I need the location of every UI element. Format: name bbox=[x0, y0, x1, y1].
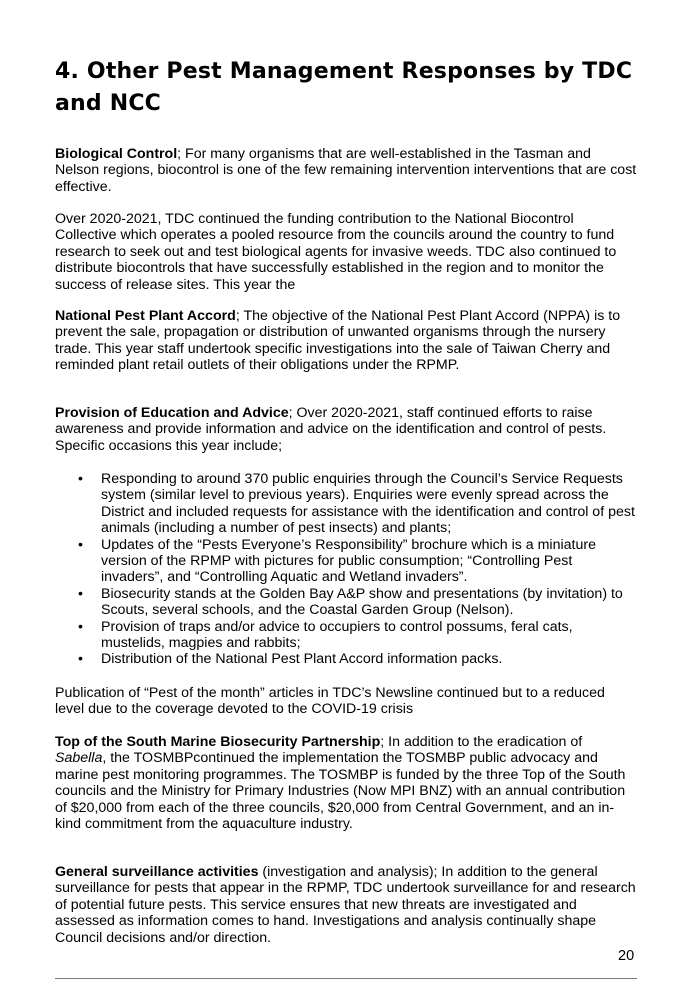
publication-paragraph: Publication of “Pest of the month” articles in TDC’s Newsline continued but to a reduced level due to the coverage devoted to the COVID-19 crisis bbox=[55, 685, 605, 718]
list-item bbox=[55, 471, 637, 537]
bullet-glyph: • bbox=[78, 651, 83, 668]
list-item bbox=[55, 537, 637, 586]
education-lead: Provision of Education and Advice bbox=[55, 405, 289, 421]
nppa-text: ; The objective of the National Pest Plant Accord (NPPA) is to prevent the sale, propagation or distribution of unwanted organisms through the nursery trade. This year staff undertook specific investigations into the sale of Taiwan Cherry and reminded plant retail outlets of their obligations under the RPMP. bbox=[55, 308, 621, 374]
surveillance-text: (investigation and analysis); In addition to the general surveillance for pests that appear in the RPMP, TDC undertook surveillance for and research of potential future pests. This service ensures that new threats are investigated and assessed as information comes to hand. Investigations and analysis continually shape Council decisions and/or direction. bbox=[55, 864, 636, 946]
bullet-glyph: • bbox=[78, 536, 83, 553]
list-item-text: Provision of traps and/or advice to occupiers to control possums, feral cats, mustelids, magpies and rabbits; bbox=[101, 618, 573, 652]
list-item bbox=[55, 651, 637, 667]
surveillance-paragraph bbox=[55, 864, 637, 946]
education-text: ; Over 2020-2021, staff continued efforts to raise awareness and provide information and advice on the identification and control of pests. Specific occasions this year include; bbox=[55, 405, 607, 454]
biocontrol-paragraph bbox=[55, 146, 637, 195]
marine-italic-species: Sabella bbox=[55, 750, 103, 767]
footer-rule bbox=[55, 978, 637, 979]
marine-lead: Top of the South Marine Biosecurity Partnership bbox=[55, 734, 381, 750]
marine-text-b: , the TOSMBPcontinued the implementation the TOSMBP public advocacy and marine pest monitoring programmes. The TOSMBP is funded by the three Top of the South councils and the Ministry for Primary Industries (Now MPI BNZ) with an annual contribution of $20,000 from each of the three councils, $20,000 from Central Government, and an in-kind commitment from the aquaculture industry. bbox=[55, 750, 626, 833]
list-item-text: Responding to around 370 public enquiries through the Council’s Service Requests system (similar level to previous years). Enquiries were evenly spread across the District and included requests for assistance with the identification and control of pest animals (including a number of pest insects) and plants; bbox=[101, 471, 635, 537]
page-number: 20 bbox=[618, 948, 635, 964]
list-item-text: Distribution of the National Pest Plant Accord information packs. bbox=[101, 651, 503, 668]
marine-paragraph bbox=[55, 734, 637, 832]
education-paragraph bbox=[55, 405, 637, 454]
education-bullet-list bbox=[55, 471, 637, 668]
biocontrol-funding-paragraph: Over 2020-2021, TDC continued the funding contribution to the National Biocontrol Collective which operates a pooled resource from the councils around the country to fund research to seek out and test biological agents for invasive weeds. TDC also continued to distribute biocontrols that have successfully established in the region and to monitor the success of release sites. This year the bbox=[55, 211, 617, 293]
surveillance-lead: General surveillance activities bbox=[55, 864, 259, 880]
list-item-text: Biosecurity stands at the Golden Bay A&P show and presentations (by invitation) to Scouts, several schools, and the Coastal Garden Group (Nelson). bbox=[101, 585, 623, 619]
list-item bbox=[55, 586, 637, 619]
bullet-glyph: • bbox=[78, 585, 83, 602]
marine-text-a: ; In addition to the eradication of bbox=[380, 734, 583, 750]
bullet-glyph: • bbox=[78, 471, 83, 487]
bullet-glyph: • bbox=[78, 618, 83, 635]
list-item-text: Updates of the “Pests Everyone’s Responsibility” brochure which is a miniature version of the RPMP with pictures for public consumption; “Controlling Pest invaders”, and “Controlling Aquatic and Wetland invaders”. bbox=[101, 536, 596, 586]
biocontrol-lead: Biological Control bbox=[55, 146, 178, 162]
list-item bbox=[55, 619, 637, 652]
nppa-paragraph bbox=[55, 308, 637, 374]
section-heading: 4. Other Pest Management Responses by TDC and NCC bbox=[55, 59, 633, 116]
nppa-lead: National Pest Plant Accord bbox=[55, 308, 236, 324]
biocontrol-text: ; For many organisms that are well-established in the Tasman and Nelson regions, biocontrol is one of the few remaining intervention interventions that are cost effective. bbox=[55, 146, 637, 195]
